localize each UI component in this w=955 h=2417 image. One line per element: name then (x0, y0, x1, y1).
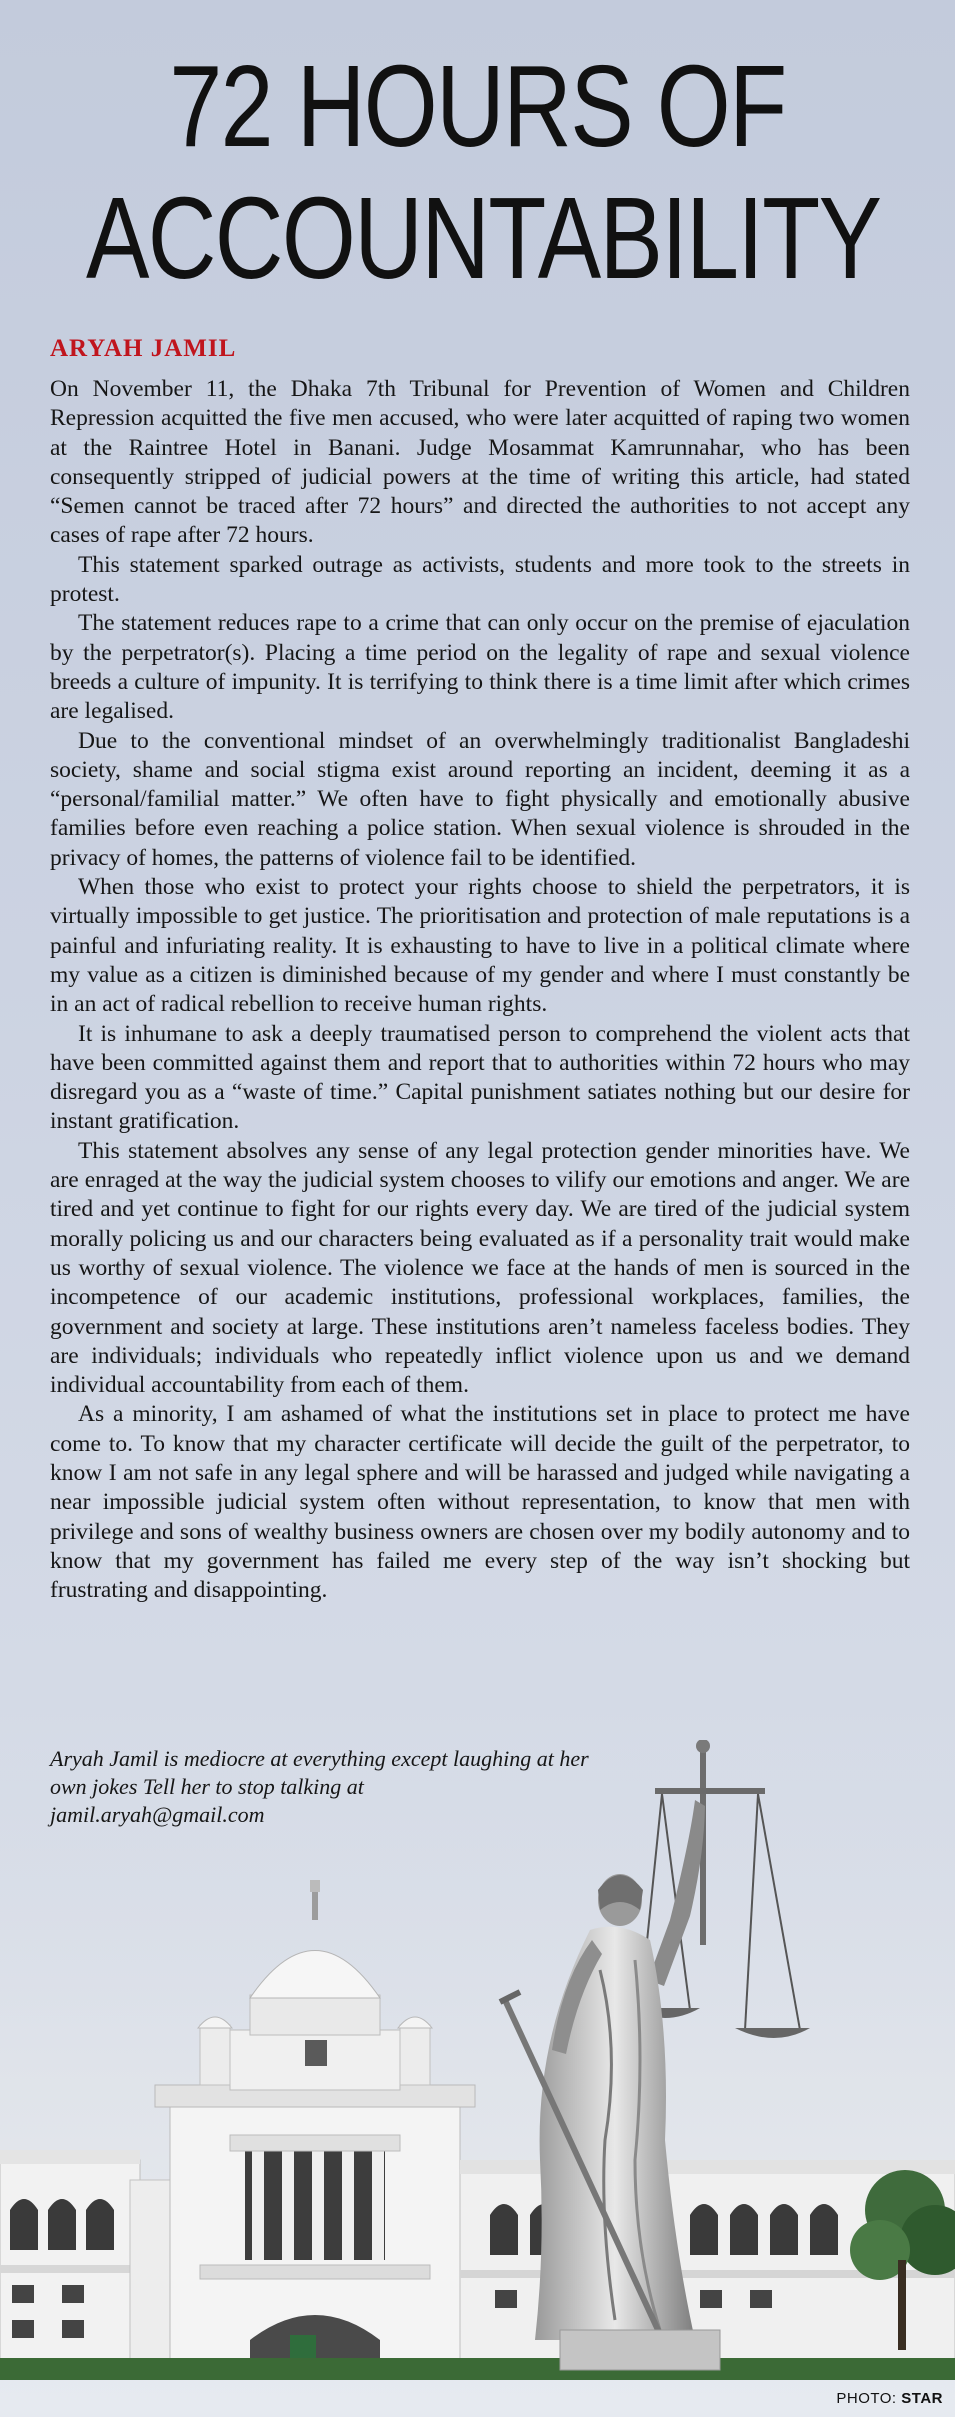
author-email[interactable]: jamil.aryah@gmail.com (50, 1802, 265, 1827)
paragraph-2: This statement sparked outrage as activists, students and more took to the streets in protest. (50, 551, 910, 608)
paragraph-4: Due to the conventional mindset of an overwhelmingly traditionalist Bangladeshi society, shame and social stigma exist around reporting an incident, deeming it as a “personal/familial matter.” We often have to fight physically and emotionally abusive families before even reaching a police station. When sexual violence is shrouded in the privacy of homes, the patterns of violence fail to be identified. (50, 727, 910, 871)
headline (85, 40, 881, 304)
author-byline: ARYAH JAMIL (50, 335, 237, 362)
paragraph-5: When those who exist to protect your rights choose to shield the perpetrators, it is virtually impossible to get justice. The prioritisation and protection of male reputations is a painful and infuriating reality. It is exhausting to have to live in a political climate where my value as a citizen is diminished because of my gender and where I must constantly be in an act of radical rebellion to receive human rights. (50, 874, 910, 1018)
headline-line-1: 72 HOURS OF (169, 41, 786, 171)
author-bio-line-1: Aryah Jamil is mediocre at everything except laughing at her (50, 1746, 589, 1771)
paragraph-7: This statement absolves any sense of any legal protection gender minorities have. We are enraged at the way the judicial system chooses to vilify our emotions and anger. We are tired and yet continue to fight for our rights every day. We are tired of the judicial system morally policing us and our characters being evaluated as if a personality trait would make us worthy of sexual violence. The violence we face at the hands of men is sourced in the incompetence of our academic institutions, professional workplaces, families, the government and society at large. These institutions aren’t nameless faceless bodies. They are individuals; individuals who repeatedly inflict violence upon us and we demand individual accountability from each of them. (50, 1137, 910, 1399)
paragraph-3: The statement reduces rape to a crime that can only occur on the premise of ejaculation by the perpetrator(s). Placing a time period on the legality of rape and sexual violence breeds a culture of impunity. It is terrifying to think there is a time limit after which crimes are legalised. (50, 610, 910, 725)
paragraph-6: It is inhumane to ask a deeply traumatised person to comprehend the violent acts that have been committed against them and report that to authorities within 72 hours who may disregard you as a “waste of time.” Capital punishment satiates nothing but our desire for instant gratification. (50, 1020, 910, 1135)
photo-credit (836, 2390, 943, 2407)
photo-credit-label: PHOTO: (836, 2390, 897, 2407)
photo-credit-source: STAR (901, 2390, 943, 2407)
headline-line-2: ACCOUNTABILITY (85, 173, 881, 303)
article-body (50, 375, 910, 1605)
court-statue-photo (0, 1740, 955, 2380)
paragraph-8: As a minority, I am ashamed of what the institutions set in place to protect me have come to. To know that my character certificate will decide the guilt of the perpetrator, to know I am not safe in any legal sphere and will be harassed and judged while navigating a near impossible judicial system often without representation, to know that men with privilege and sons of wealthy business owners are chosen over my bodily autonomy and to know that my government has failed me every step of the way isn’t shocking but frustrating and disappointing. (50, 1401, 910, 1604)
court-left-wing (0, 2150, 140, 2370)
paragraph-1: On November 11, the Dhaka 7th Tribunal for Prevention of Women and Children Repression acquitted the five men accused, who were later acquitted of raping two women at the Raintree Hotel in Banani. Judge Mosammat Kamrunnahar, who has been consequently stripped of judicial powers at the time of writing this article, had stated “Semen cannot be traced after 72 hours” and directed the authorities to not accept any cases of rape after 72 hours. (50, 376, 910, 549)
author-bio-line-2: own jokes Tell her to stop talking at (50, 1774, 364, 1799)
author-bio (50, 1745, 670, 1829)
lawn (0, 2358, 955, 2380)
